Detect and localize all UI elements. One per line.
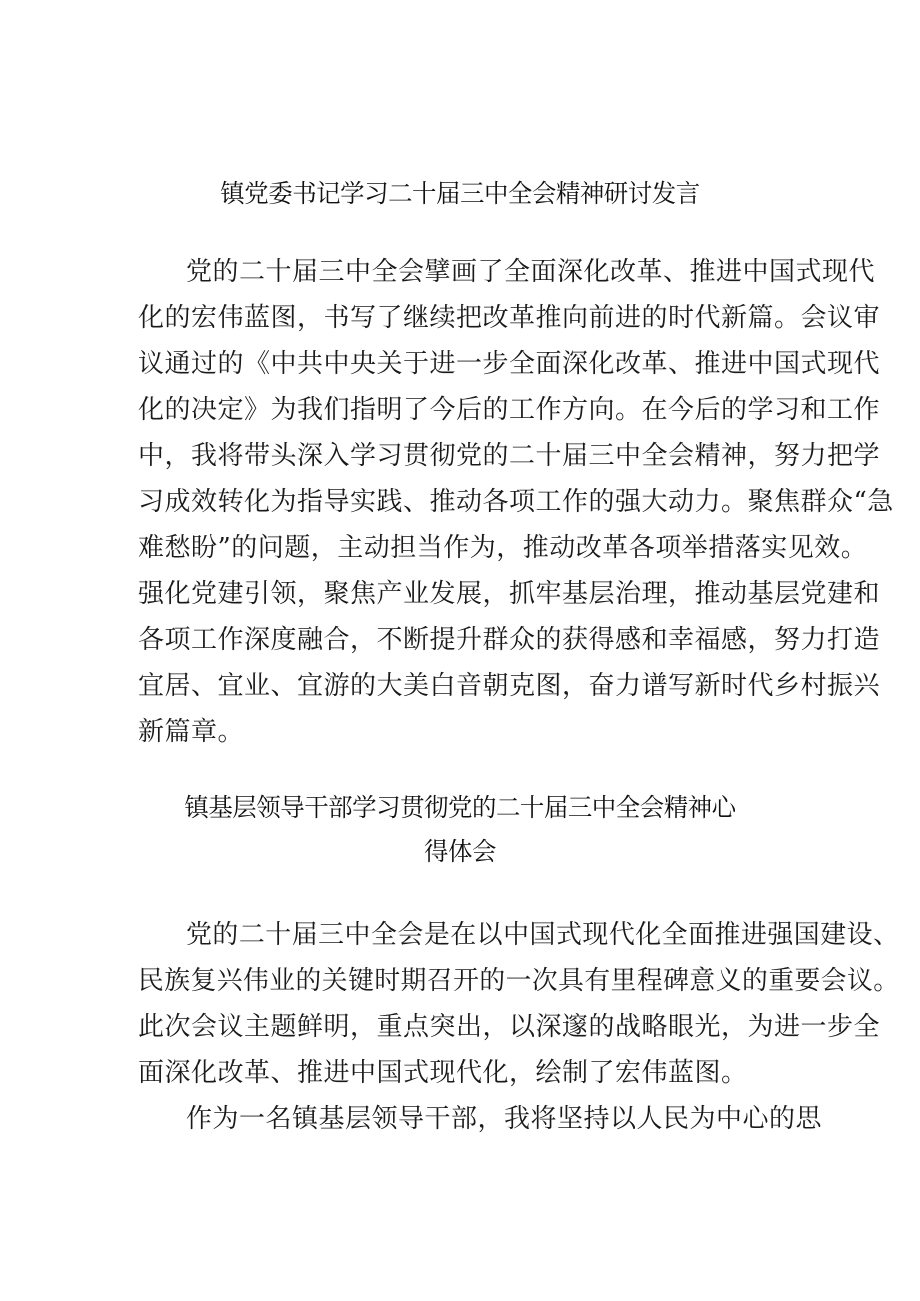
- paragraph-line: 新篇章。: [138, 717, 245, 747]
- paragraph-line: 此次会议主题鲜明，重点突出，以深邃的战略眼光，为进一步全: [138, 1012, 881, 1042]
- paragraph-line: 议通过的《中共中央关于进一步全面深化改革、推进中国式现代: [138, 349, 881, 379]
- paragraph-line: 党的二十届三中全会是在以中国式现代化全面推进强国建设、: [186, 920, 900, 950]
- section2-title-line2: 得体会: [424, 837, 496, 866]
- paragraph-line: 习成效转化为指导实践、推动各项工作的强大动力。聚焦群众“急: [138, 487, 894, 517]
- paragraph-line: 化的宏伟蓝图，书写了继续把改革推向前进的时代新篇。会议审: [138, 303, 881, 333]
- section2-title-line1: 镇基层领导干部学习贯彻党的二十届三中全会精神心: [184, 793, 736, 822]
- paragraph-line: 各项工作深度融合，不断提升群众的获得感和幸福感，努力打造: [138, 625, 881, 655]
- paragraph-line: 民族复兴伟业的关键时期召开的一次具有里程碑意义的重要会议。: [138, 966, 900, 996]
- paragraph-line: 党的二十届三中全会擘画了全面深化改革、推进中国式现代: [186, 257, 876, 287]
- section1-title: 镇党委书记学习二十届三中全会精神研讨发言: [220, 179, 700, 208]
- paragraph-line: 宜居、宜业、宜游的大美白音朝克图，奋力谱写新时代乡村振兴: [138, 671, 881, 701]
- paragraph-line: 中，我将带头深入学习贯彻党的二十届三中全会精神，努力把学: [138, 441, 881, 471]
- paragraph-line: 面深化改革、推进中国式现代化，绘制了宏伟蓝图。: [138, 1058, 748, 1088]
- paragraph-line: 强化党建引领，聚焦产业发展，抓牢基层治理，推动基层党建和: [138, 579, 881, 609]
- paragraph-line: 化的决定》为我们指明了今后的工作方向。在今后的学习和工作: [138, 395, 881, 425]
- paragraph-line: 难愁盼”的问题，主动担当作为，推动改革各项举措落实见效。: [138, 533, 868, 563]
- paragraph-line: 作为一名镇基层领导干部，我将坚持以人民为中心的思: [186, 1104, 823, 1134]
